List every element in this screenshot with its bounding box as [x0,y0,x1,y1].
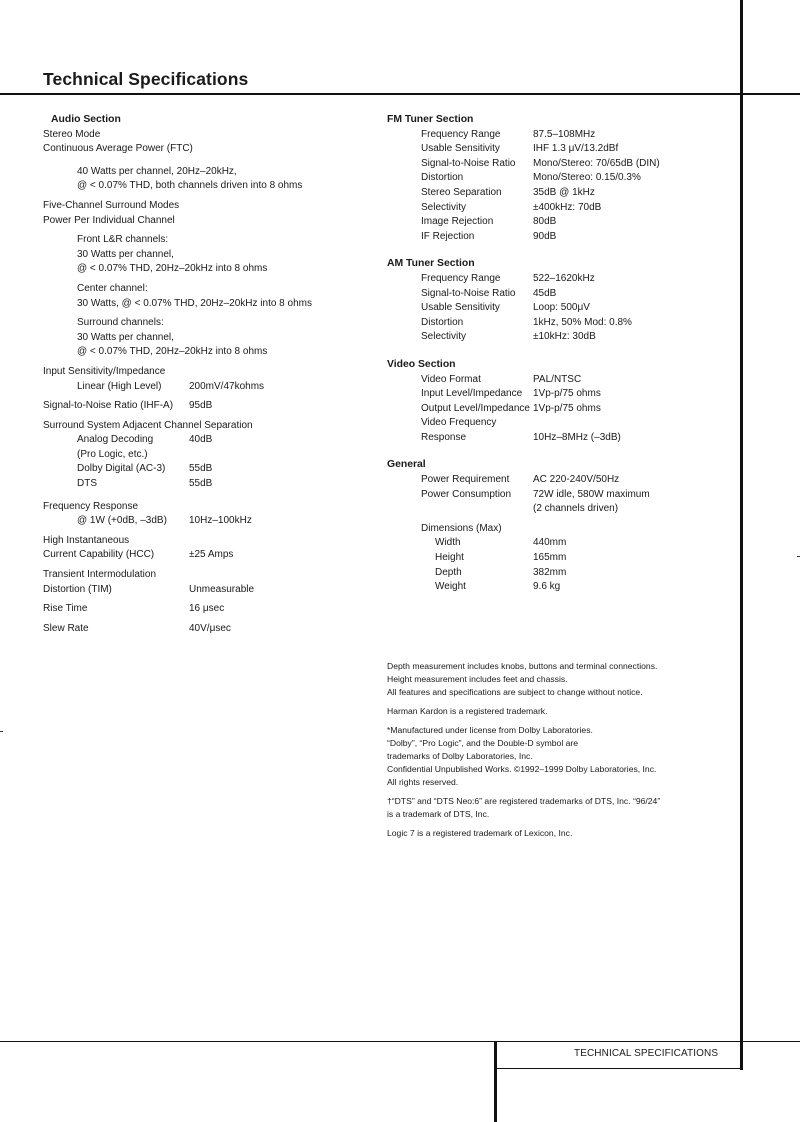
spec-label: Distortion [421,172,464,184]
five-channel-label: Five-Channel Surround Modes [43,199,180,211]
footer-bottom-rule [494,1068,743,1069]
input-sensitivity-label: Input Sensitivity/Impedance [43,365,166,377]
spec-row [387,416,727,431]
spec-label: DTS [77,478,97,490]
center-channel-text: Center channel: [77,282,148,294]
fm-spec-list [387,128,727,245]
continuous-power-desc: 40 Watts per channel, 20Hz–20kHz, [77,165,237,177]
spec-label: Power Requirement [421,474,510,486]
spec-row [387,488,727,503]
video-spec-list [387,373,727,446]
spec-value: 1Vp-p/75 ohms [533,388,601,400]
tim-label: Transient Intermodulation [43,569,157,581]
spec-label: Rise Time [43,603,88,615]
footnote-paragraph: Depth measurement includes knobs, buttons and terminal connections. Height measurement includes feet and chassis. All features and specifications are subject to change without notice. [387,661,658,697]
footer-vertical-bar [494,1041,497,1122]
spec-row [387,186,727,201]
spec-value: ±10kHz: 30dB [533,331,596,343]
spec-row [387,301,727,316]
general-section-title: General [387,459,426,471]
spec-label: Output Level/Impedance [421,402,530,414]
spec-label: Signal-to-Noise Ratio [421,157,516,169]
spec-value: 95dB [189,400,213,412]
separation-label: Surround System Adjacent Channel Separation [43,419,253,431]
spec-label: Usable Sensitivity [421,143,500,155]
high-instantaneous-label: High Instantaneous [43,534,130,546]
spec-value: 165mm [533,552,567,564]
spec-row [387,551,727,566]
spec-row [387,128,727,143]
spec-row [387,402,727,417]
spec-row [387,330,727,345]
spec-value: Loop: 500μV [533,302,590,314]
spec-label: Height [435,552,464,564]
spec-label: Usable Sensitivity [421,302,500,314]
spec-row [387,387,727,402]
spec-row [387,272,727,287]
spec-row [43,602,363,617]
continuous-power-desc: @ < 0.07% THD, both channels driven into 8 ohms [77,180,303,192]
spec-value: 10Hz–100kHz [189,515,252,527]
spec-row [387,230,727,245]
spec-row [387,536,727,551]
spec-label: Input Level/Impedance [421,388,523,400]
spec-value: (2 channels driven) [533,503,619,515]
surround-channels-text: 30 Watts per channel, [77,331,174,343]
footnote-paragraph: *Manufactured under license from Dolby Laboratories. “Dolby”, “Pro Logic”, and the Double-D symbol are trademarks of Dolby Laboratories, Inc. Confidential Unpublished Works. ©1992–1999 Dolby Laboratories, Inc. All rights reserved. [387,725,657,787]
spec-value: Mono/Stereo: 70/65dB (DIN) [533,157,660,169]
spec-label: Distortion (TIM) [43,583,112,595]
spec-label: Video Frequency [421,417,497,429]
spec-row [387,201,727,216]
footnote-paragraph: †“DTS” and “DTS Neo:6” are registered trademarks of DTS, Inc. “96/24” is a trademark of DTS, Inc. [387,796,661,819]
spec-value: 1Vp-p/75 ohms [533,402,601,414]
spec-value: 1kHz, 50% Mod: 0.8% [533,316,632,328]
spec-label: Signal-to-Noise Ratio (IHF-A) [43,400,174,412]
spec-value: 200mV/47kohms [189,380,265,392]
spec-value: Unmeasurable [189,583,255,595]
am-spec-list [387,272,727,345]
left-crop-mark [0,731,3,732]
spec-label: Current Capability (HCC) [43,549,155,561]
frequency-response-label: Frequency Response [43,500,139,512]
spec-label: Dolby Digital (AC-3) [77,463,166,475]
spec-label: Analog Decoding [77,434,154,446]
tuner-spec-column [387,113,727,595]
spec-label: (Pro Logic, etc.) [77,448,148,460]
header-rule [0,93,800,95]
spec-label: Selectivity [421,331,467,343]
footnote-paragraph: Harman Kardon is a registered trademark. [387,706,548,716]
footer-section-label: TECHNICAL SPECIFICATIONS [574,1048,719,1059]
spec-value: 9.6 kg [533,581,561,593]
spec-row [387,473,727,488]
spec-label: Power Consumption [421,488,512,500]
center-channel-text: 30 Watts, @ < 0.07% THD, 20Hz–20kHz into 8 ohms [77,297,312,309]
spec-row [43,583,363,598]
spec-value: IHF 1.3 μV/13.2dBf [533,143,619,155]
spec-value: PAL/NTSC [533,373,582,385]
spec-value: 72W idle, 580W maximum [533,488,650,500]
spec-row [387,316,727,331]
spec-label: Frequency Range [421,272,501,284]
front-channels-text: Front L&R channels: [77,234,169,246]
spec-label: Stereo Separation [421,186,502,198]
spec-value: 80dB [533,216,557,228]
video-section-title: Video Section [387,358,456,370]
spec-label: Signal-to-Noise Ratio [421,287,516,299]
spec-value: Mono/Stereo: 0.15/0.3% [533,172,641,184]
spec-value: 35dB @ 1kHz [533,186,595,198]
am-section-title: AM Tuner Section [387,258,475,270]
audio-section-title: Audio Section [51,114,121,125]
spec-value: 522–1620kHz [533,272,595,284]
spec-row [43,380,363,395]
footnote-paragraph: Logic 7 is a registered trademark of Lexicon, Inc. [387,828,573,838]
spec-label: Linear (High Level) [77,380,162,392]
per-channel-label: Power Per Individual Channel [43,214,175,226]
dimensions-label: Dimensions (Max) [421,522,502,534]
front-channels-text: 30 Watts per channel, [77,248,174,260]
spec-row [387,157,727,172]
spec-row [387,373,727,388]
spec-row [387,215,727,230]
spec-row [43,462,363,477]
spec-row [43,399,363,414]
spec-label: Image Rejection [421,216,494,228]
spec-label: Depth [435,566,462,578]
spec-row [43,477,363,492]
spec-value: 55dB [189,478,213,490]
audio-spec-column [43,113,363,636]
spec-label: Response [421,431,467,443]
spec-row [43,548,363,563]
spec-row [387,580,727,595]
spec-value: 40dB [189,434,213,446]
spec-label: Video Format [421,373,481,385]
spec-value: 55dB [189,463,213,475]
spec-label: Width [435,537,461,549]
spec-value: 45dB [533,287,557,299]
fm-section-title: FM Tuner Section [387,114,474,125]
right-margin-bar [740,0,743,1070]
spec-label: Weight [435,581,466,593]
spec-label: Frequency Range [421,128,501,140]
footer-rule [0,1041,800,1042]
spec-value: 382mm [533,566,567,578]
front-channels-text: @ < 0.07% THD, 20Hz–20kHz into 8 ohms [77,263,268,275]
spec-row [43,622,363,637]
page-title: Technical Specifications [43,69,249,89]
spec-row [43,433,363,448]
spec-label: Selectivity [421,201,467,213]
spec-label: IF Rejection [421,230,475,242]
spec-value: AC 220-240V/50Hz [533,474,620,486]
spec-row [387,431,727,446]
spec-row [43,514,363,529]
spec-row [387,566,727,581]
stereo-mode-label: Stereo Mode [43,128,101,140]
footnotes [387,660,717,846]
surround-channels-text: Surround channels: [77,317,164,329]
spec-row [387,502,727,517]
surround-channels-text: @ < 0.07% THD, 20Hz–20kHz into 8 ohms [77,346,268,358]
spec-value: 87.5–108MHz [533,128,596,140]
spec-value: 16 μsec [189,603,225,615]
spec-row [387,171,727,186]
spec-value: 10Hz–8MHz (–3dB) [533,431,621,443]
spec-value: 440mm [533,537,567,549]
spec-label: @ 1W (+0dB, –3dB) [77,515,167,527]
spec-value: ±400kHz: 70dB [533,201,602,213]
spec-label: Slew Rate [43,622,89,634]
continuous-power-label: Continuous Average Power (FTC) [43,143,193,155]
spec-value: ±25 Amps [189,549,234,561]
spec-label: Distortion [421,316,464,328]
spec-value: 90dB [533,230,557,242]
spec-row [387,287,727,302]
spec-value: 40V/μsec [189,622,231,634]
dimensions-list [387,536,727,594]
spec-row [387,142,727,157]
